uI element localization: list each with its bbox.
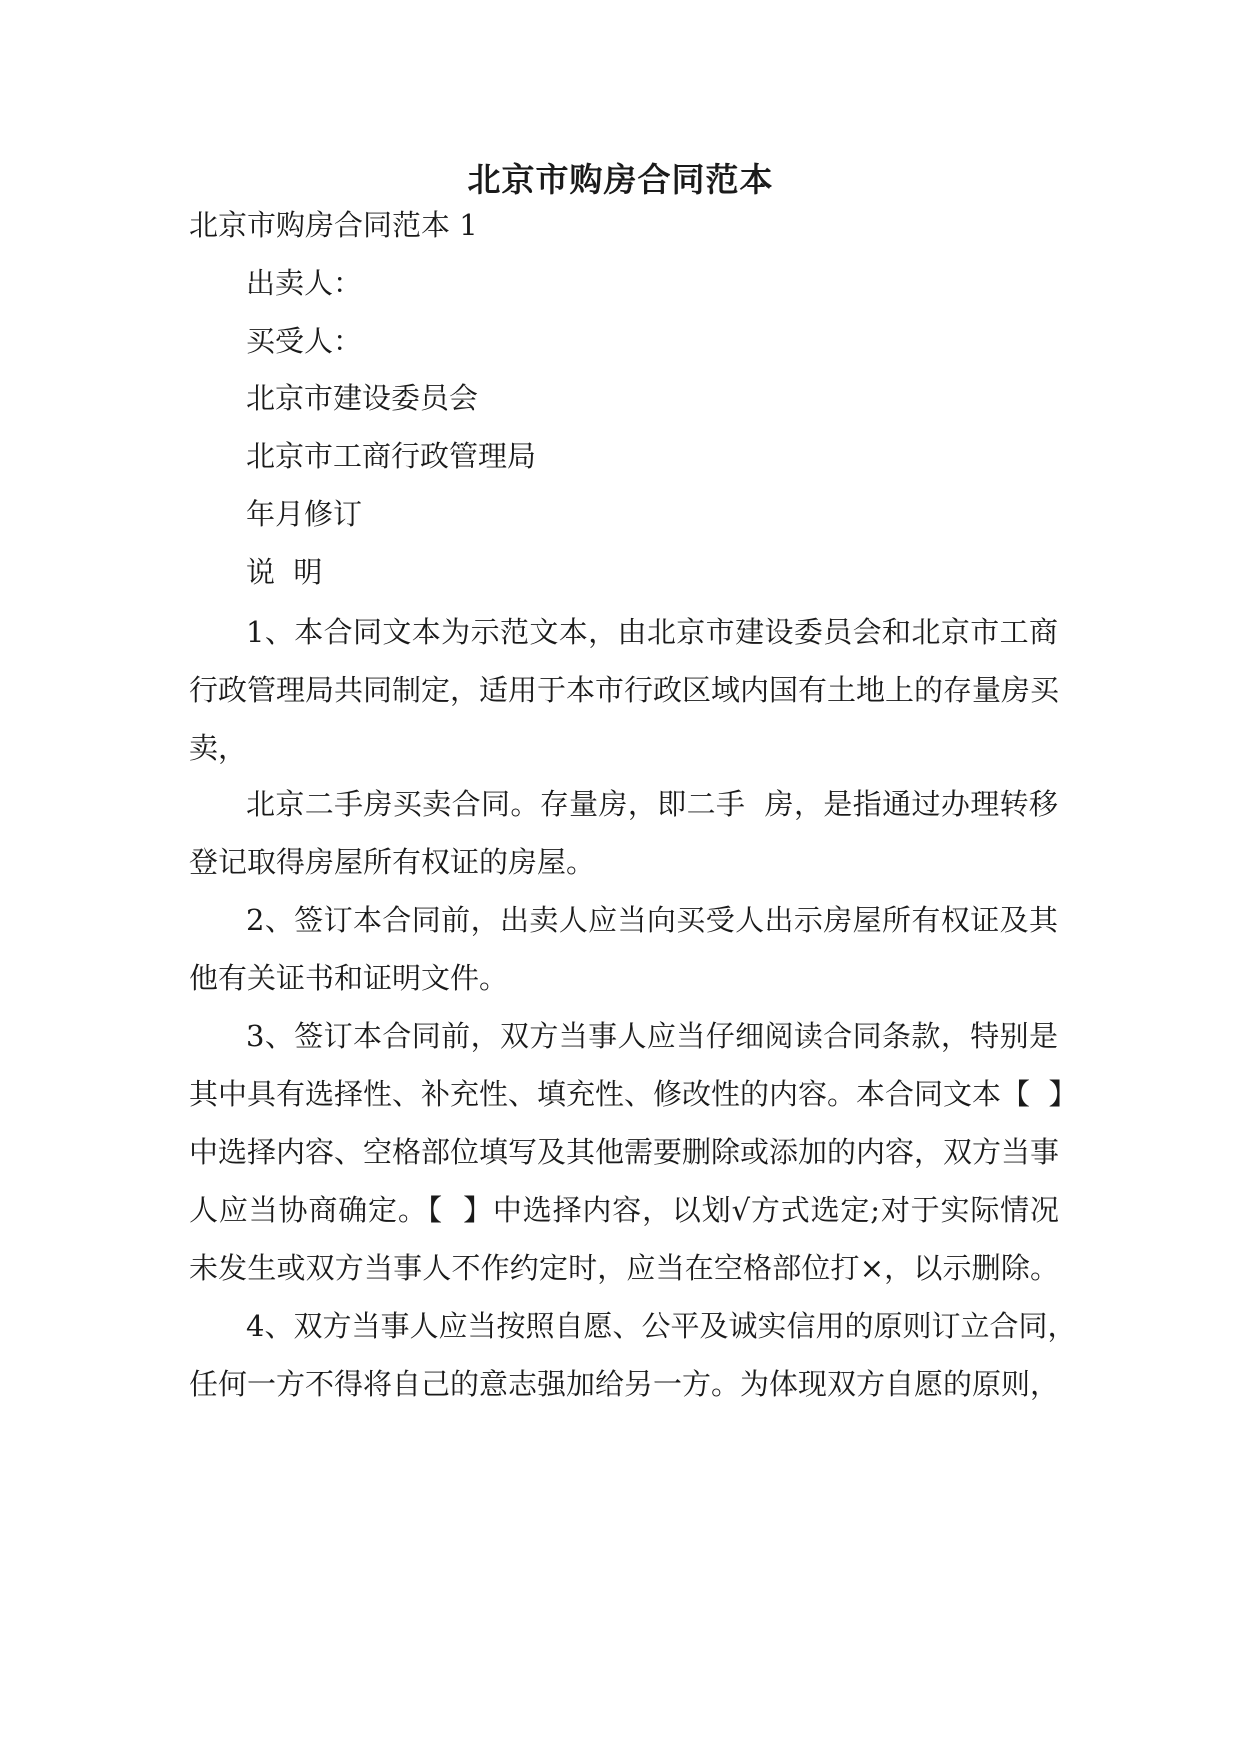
paragraph-line: 3、签订本合同前，双方当事人应当仔细阅读合同条款，特别是 <box>246 1019 1058 1053</box>
revision-date: 年月修订 <box>246 497 363 531</box>
paragraph-line: 登记取得房屋所有权证的房屋。 <box>189 845 596 879</box>
paragraph-line: 其中具有选择性、补充性、填充性、修改性的内容。本合同文本【 】 <box>189 1077 1078 1111</box>
paragraph-line: 北京二手房买卖合同。存量房，即二手 房，是指通过办理转移 <box>246 787 1058 821</box>
buyer-label: 买受人： <box>246 324 363 358</box>
issuer-construction-committee: 北京市建设委员会 <box>246 381 479 415</box>
notes-heading: 说 明 <box>246 555 323 589</box>
paragraph-line: 任何一方不得将自己的意志强加给另一方。为体现双方自愿的原则， <box>189 1367 1060 1401</box>
section-heading: 北京市购房合同范本 1 <box>189 208 478 242</box>
paragraph-line: 4、双方当事人应当按照自愿、公平及诚实信用的原则订立合同， <box>246 1309 1077 1343</box>
paragraph-line: 2、签订本合同前，出卖人应当向买受人出示房屋所有权证及其 <box>246 903 1058 937</box>
document-title: 北京市购房合同范本 <box>467 160 774 199</box>
seller-label: 出卖人： <box>246 266 363 300</box>
paragraph-line: 1、本合同文本为示范文本，由北京市建设委员会和北京市工商 <box>246 615 1058 649</box>
paragraph-line: 他有关证书和证明文件。 <box>189 961 509 995</box>
issuer-commerce-bureau: 北京市工商行政管理局 <box>246 439 537 473</box>
paragraph-line: 人应当协商确定。【 】中选择内容，以划√方式选定;对于实际情况 <box>189 1193 1059 1227</box>
paragraph-line: 中选择内容、空格部位填写及其他需要删除或添加的内容，双方当事 <box>189 1135 1060 1169</box>
paragraph-line: 卖， <box>189 731 248 765</box>
paragraph-line: 未发生或双方当事人不作约定时，应当在空格部位打×，以示删除。 <box>189 1251 1059 1285</box>
paragraph-line: 行政管理局共同制定，适用于本市行政区域内国有土地上的存量房买 <box>189 673 1060 707</box>
